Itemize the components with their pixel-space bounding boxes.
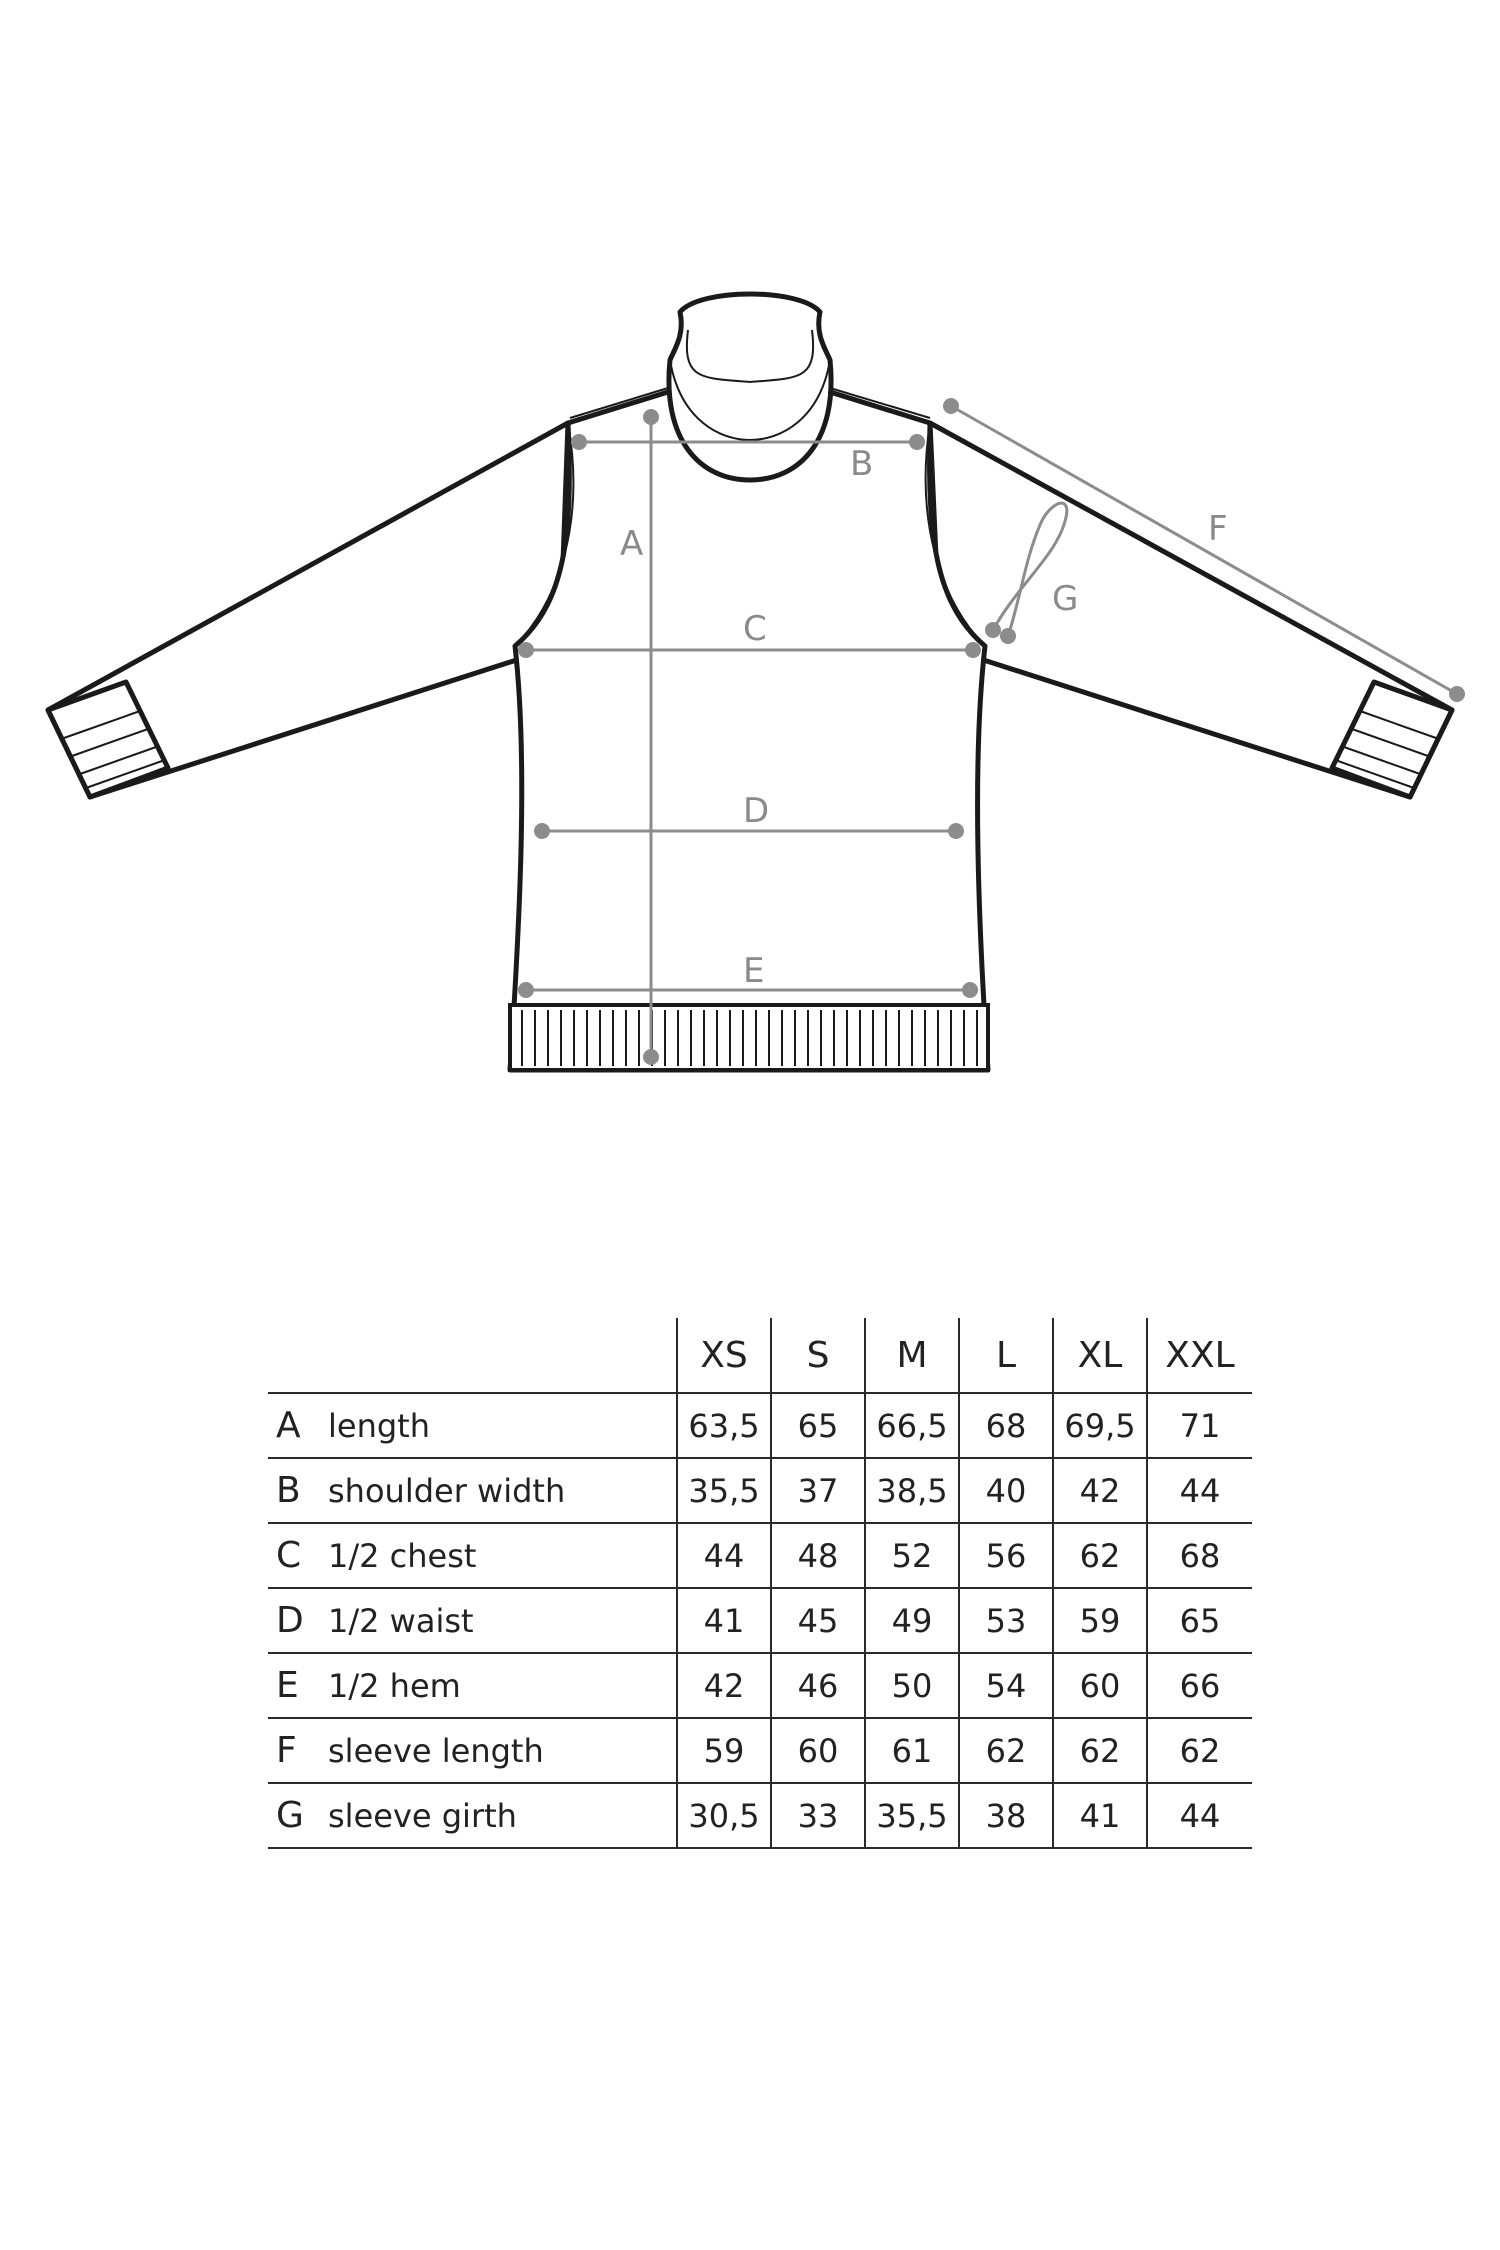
table-cell: 53 — [958, 1589, 1052, 1652]
table-row — [268, 1459, 1252, 1524]
measure-letter: E — [276, 1665, 299, 1706]
table-cell: 48 — [770, 1524, 864, 1587]
measure-letter: A — [276, 1405, 301, 1446]
table-cell: 42 — [1052, 1459, 1146, 1522]
label-c: C — [743, 609, 767, 649]
table-cell: 45 — [770, 1589, 864, 1652]
measure-letter: F — [276, 1730, 297, 1771]
table-cell: 37 — [770, 1459, 864, 1522]
table-cell: 41 — [1052, 1784, 1146, 1847]
table-cell: 52 — [864, 1524, 958, 1587]
label-a: A — [620, 524, 644, 564]
table-cell: 50 — [864, 1654, 958, 1717]
table-cell: 59 — [676, 1719, 770, 1782]
table-row — [268, 1394, 1252, 1459]
table-cell: 66,5 — [864, 1394, 958, 1457]
table-row — [268, 1654, 1252, 1719]
table-cell: 61 — [864, 1719, 958, 1782]
measure-letter: B — [276, 1470, 301, 1511]
table-cell: 71 — [1146, 1394, 1252, 1457]
measure-name: sleeve girth — [328, 1796, 517, 1835]
measure-name: sleeve length — [328, 1731, 544, 1770]
table-cell: 44 — [1146, 1784, 1252, 1847]
size-xl: XL — [1052, 1318, 1146, 1392]
table-cell: 60 — [1052, 1654, 1146, 1717]
table-cell: 68 — [1146, 1524, 1252, 1587]
table-row — [268, 1719, 1252, 1784]
size-header-row — [268, 1318, 1252, 1394]
table-cell: 44 — [676, 1524, 770, 1587]
table-cell: 35,5 — [676, 1459, 770, 1522]
table-cell: 56 — [958, 1524, 1052, 1587]
measure-name: shoulder width — [328, 1471, 566, 1510]
table-cell: 30,5 — [676, 1784, 770, 1847]
table-cell: 66 — [1146, 1654, 1252, 1717]
label-b: B — [850, 444, 874, 484]
table-cell: 42 — [676, 1654, 770, 1717]
table-cell: 65 — [1146, 1589, 1252, 1652]
measure-letter: D — [276, 1600, 304, 1641]
measure-letter: C — [276, 1535, 302, 1576]
table-cell: 62 — [958, 1719, 1052, 1782]
table-cell: 59 — [1052, 1589, 1146, 1652]
label-f: F — [1208, 509, 1228, 549]
table-cell: 62 — [1052, 1524, 1146, 1587]
table-cell: 38,5 — [864, 1459, 958, 1522]
size-xs: XS — [676, 1318, 770, 1392]
measure-name: 1/2 chest — [328, 1536, 477, 1575]
table-cell: 63,5 — [676, 1394, 770, 1457]
table-cell: 35,5 — [864, 1784, 958, 1847]
table-cell: 41 — [676, 1589, 770, 1652]
size-m: M — [864, 1318, 958, 1392]
table-cell: 62 — [1146, 1719, 1252, 1782]
turtleneck-collar — [669, 294, 831, 480]
table-cell: 60 — [770, 1719, 864, 1782]
measure-letter: G — [276, 1795, 304, 1836]
label-d: D — [743, 791, 770, 831]
measure-name: 1/2 waist — [328, 1601, 474, 1640]
size-xxl: XXL — [1146, 1318, 1252, 1392]
hem-ribbing — [510, 1005, 988, 1070]
table-cell: 38 — [958, 1784, 1052, 1847]
label-g: G — [1052, 579, 1079, 619]
table-cell: 54 — [958, 1654, 1052, 1717]
table-row — [268, 1524, 1252, 1589]
table-cell: 46 — [770, 1654, 864, 1717]
table-cell: 68 — [958, 1394, 1052, 1457]
size-s: S — [770, 1318, 864, 1392]
table-cell: 33 — [770, 1784, 864, 1847]
table-row — [268, 1784, 1252, 1849]
size-table — [268, 1318, 1252, 1849]
table-cell: 62 — [1052, 1719, 1146, 1782]
size-l: L — [958, 1318, 1052, 1392]
label-e: E — [743, 951, 765, 991]
table-cell: 44 — [1146, 1459, 1252, 1522]
table-cell: 69,5 — [1052, 1394, 1146, 1457]
table-cell: 49 — [864, 1589, 958, 1652]
table-row — [268, 1589, 1252, 1654]
table-cell: 65 — [770, 1394, 864, 1457]
measure-name: 1/2 hem — [328, 1666, 461, 1705]
measure-name: length — [328, 1406, 430, 1445]
table-cell: 40 — [958, 1459, 1052, 1522]
